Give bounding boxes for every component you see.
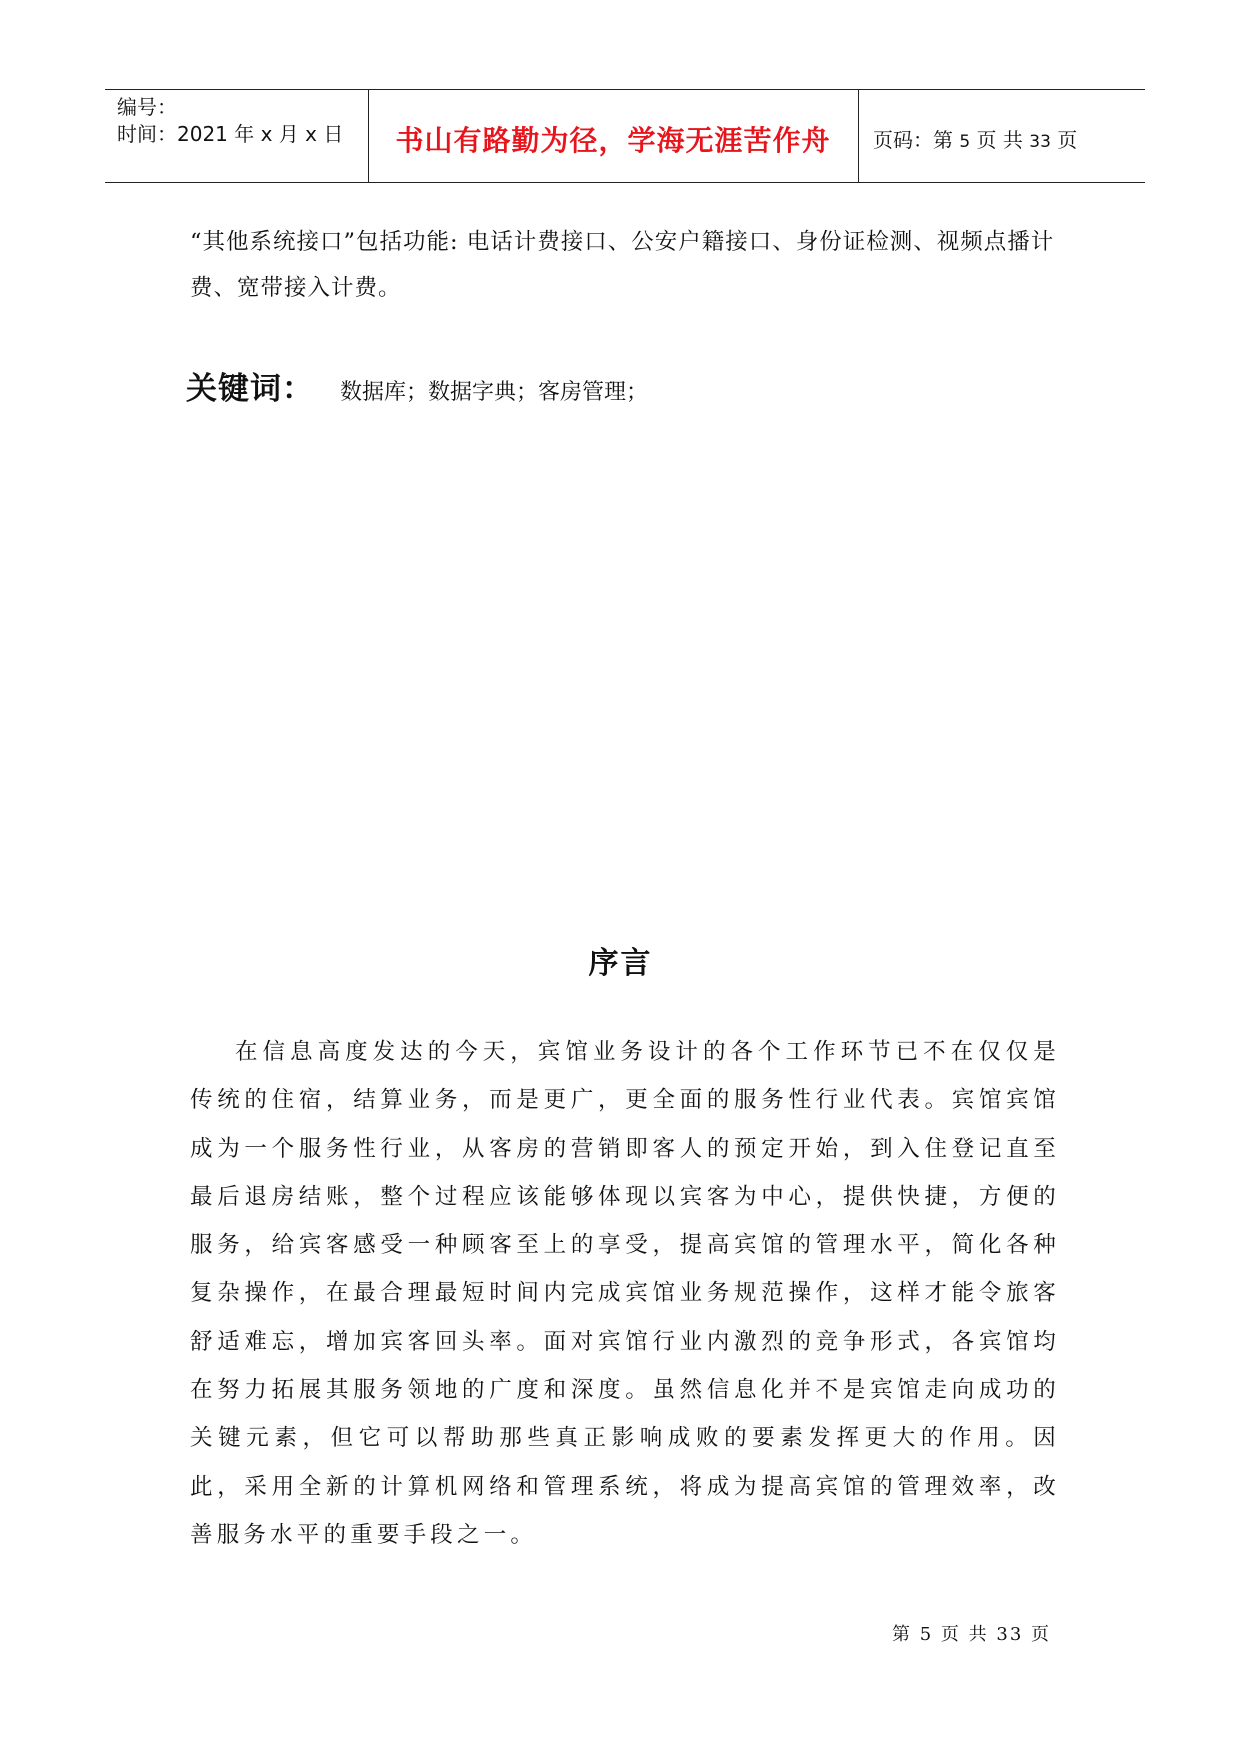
page-mid: 页 共 — [976, 128, 1023, 152]
header-motto: 书山有路勤为径，学海无涯苦作舟 — [395, 124, 831, 157]
interfaces-paragraph: “其他系统接口”包括功能: 电话计费接口、公安户籍接口、身份证检测、视频点播计费、宽带接入计费。 — [190, 229, 1055, 301]
header-divider-right — [858, 90, 859, 182]
page-total: 33 — [1029, 132, 1051, 152]
page-prefix: 页码：第 — [873, 128, 953, 152]
keywords-label: 关键词： — [186, 371, 314, 407]
page-suffix: 页 — [1057, 128, 1078, 152]
preface-title: 序言 — [588, 946, 653, 981]
preface-paragraph: 在信息高度发达的今天，宾馆业务设计的各个工作环节已不在仅仅是传统的住宿，结算业务，而是更广，更全面的服务性行业代表。宾馆宾馆成为一个服务性行业，从客房的营销即客人的预定开始，到入住登记直至最后退房结账，整个过程应该能够体现以宾客为中心，提供快捷，方便的服务，给宾客感受一种顾客至上的享受，提高宾馆的管理水平，简化各种复杂操作，在最合理最短时间内完成宾馆业务规范操作，这样才能令旅客舒适难忘，增加宾客回头率。面对宾馆行业内激烈的竞争形式，各宾馆均在努力拓展其服务领地的广度和深度。虽然信息化并不是宾馆走向成功的关键元素，但它可以帮助那些真正影响成败的要素发挥更大的作用。因此，采用全新的计算机网络和管理系统，将成为提高宾馆的管理效率，改善服务水平的重要手段之一。 — [190, 1039, 1060, 1548]
header-meta — [117, 94, 343, 148]
keywords-value: 数据库；数据字典；客房管理； — [340, 380, 649, 405]
keywords-line — [186, 363, 648, 408]
page-header — [105, 89, 1145, 183]
header-page-indicator — [873, 124, 1077, 153]
serial-label: 编号： — [117, 95, 177, 119]
page-footer: 第 5 页 共 33 页 — [892, 1624, 1051, 1645]
page-number: 5 — [959, 132, 971, 152]
time-label: 时间：2021 年 x 月 x 日 — [117, 122, 344, 146]
